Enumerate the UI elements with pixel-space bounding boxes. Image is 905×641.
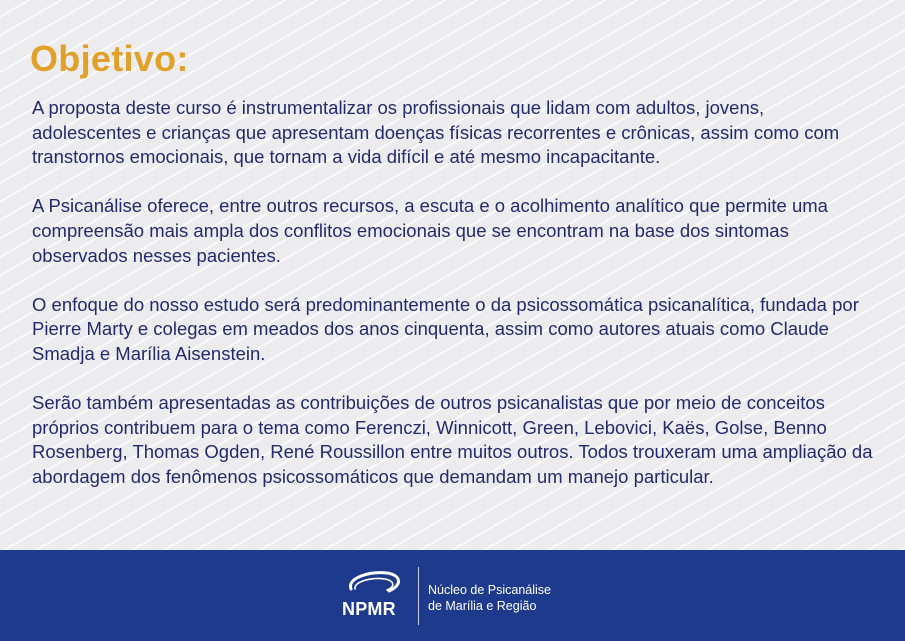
swoosh-logo-icon bbox=[345, 569, 405, 599]
paragraph-2: A Psicanálise oferece, entre outros recursos, a escuta e o acolhimento analítico que permite uma compreensão mais ampla dos conflitos emocionais que se encontram na base dos sintomas observados nesses pacientes. bbox=[32, 195, 828, 266]
paragraph-3: O enfoque do nosso estudo será predominantemente o da psicossomática psicanalítica, fundada por Pierre Marty e colegas em meados dos anos cinquenta, assim como autores atuais como Claude Smadja e Marília Aisenstein. bbox=[32, 293, 859, 364]
logo-text: NPMR bbox=[342, 599, 396, 619]
paragraph-4: Serão também apresentadas as contribuições de outros psicanalistas que por meio de conceitos próprios contribuem para o tema como Ferenczi, Winnicott, Green, Lebovici, Kaës, Golse, Benno Rosenberg, Thomas Ogden, René Roussillon entre muitos outros. Todos trouxeram uma ampliação da abordagem dos fenômenos psicossomáticos que demandam um manejo particular. bbox=[32, 392, 873, 487]
org-name-line-1: Núcleo de Psicanálise bbox=[428, 583, 551, 597]
npmr-logo bbox=[342, 569, 412, 624]
body-text bbox=[32, 96, 877, 514]
footer-divider bbox=[418, 567, 419, 625]
org-name-line-2: de Marília e Região bbox=[428, 599, 537, 613]
footer-bar bbox=[0, 550, 905, 641]
page-title: Objetivo: bbox=[30, 38, 189, 79]
paragraph-1: A proposta deste curso é instrumentalizar os profissionais que lidam com adultos, jovens, adolescentes e crianças que apresentam doenças físicas recorrentes e crônicas, assim como com transtornos emocionais, que tornam a vida difícil e até mesmo incapacitante. bbox=[32, 97, 840, 168]
org-name bbox=[428, 582, 551, 614]
